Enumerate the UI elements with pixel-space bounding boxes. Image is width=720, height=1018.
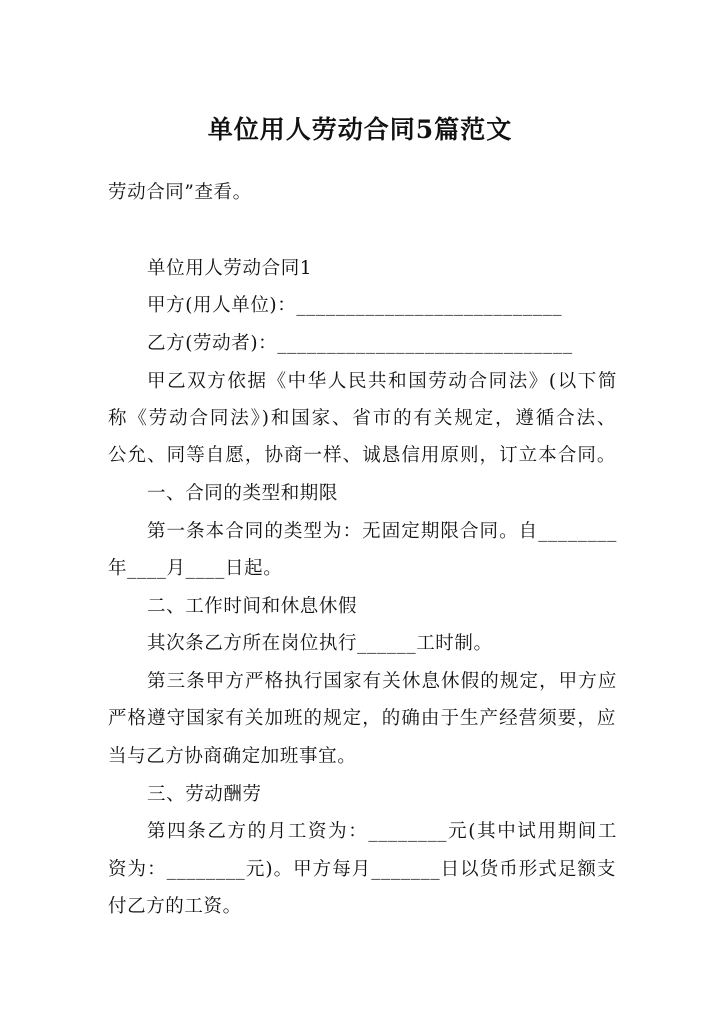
paragraph-basis-line-1: 甲乙双方依据《中华人民共和国劳动合同法》(以下简 [147,371,617,392]
paragraph-basis-line-3: 公允、同等自愿，协商一样、诚恳信用原则，订立本合同。 [108,445,616,466]
article-2-line: 其次条乙方所在岗位执行______工时制。 [147,633,493,654]
party-a-line: 甲方(用人单位)：___________________________ [147,295,563,316]
article-4-line-3: 付乙方的工资。 [108,896,242,917]
document-title: 单位用人劳动合同5篇范文 [207,115,513,144]
section-heading-type-term: 一、合同的类型和期限 [147,483,339,504]
text-line-intro: 劳动合同”查看。 [108,182,252,203]
article-4-line-2: 资为：________元)。甲方每月_______日以货币形式足额支 [108,859,616,880]
article-1-line-2: 年____月____日起。 [108,558,283,579]
article-3-line-2: 严格遵守国家有关加班的规定，的确由于生产经营须要，应 [108,708,616,729]
article-3-line-1: 第三条甲方严格执行国家有关休息休假的规定，甲方应 [147,671,617,692]
section-heading-remuneration: 三、劳动酬劳 [147,784,262,805]
party-b-line: 乙方(劳动者)：______________________________ [147,333,573,354]
paragraph-basis-line-2: 称《劳动合同法》)和国家、省市的有关规定，遵循合法、 [108,408,616,429]
article-3-line-3: 当与乙方协商确定加班事宜。 [108,746,357,767]
article-4-line-1: 第四条乙方的月工资为：________元(其中试用期间工 [147,821,617,842]
section-heading-working-hours: 二、工作时间和休息休假 [147,596,358,617]
section-heading-contract-1: 单位用人劳动合同1 [147,258,313,279]
article-1-line-1: 第一条本合同的类型为：无固定期限合同。自________ [147,521,617,542]
